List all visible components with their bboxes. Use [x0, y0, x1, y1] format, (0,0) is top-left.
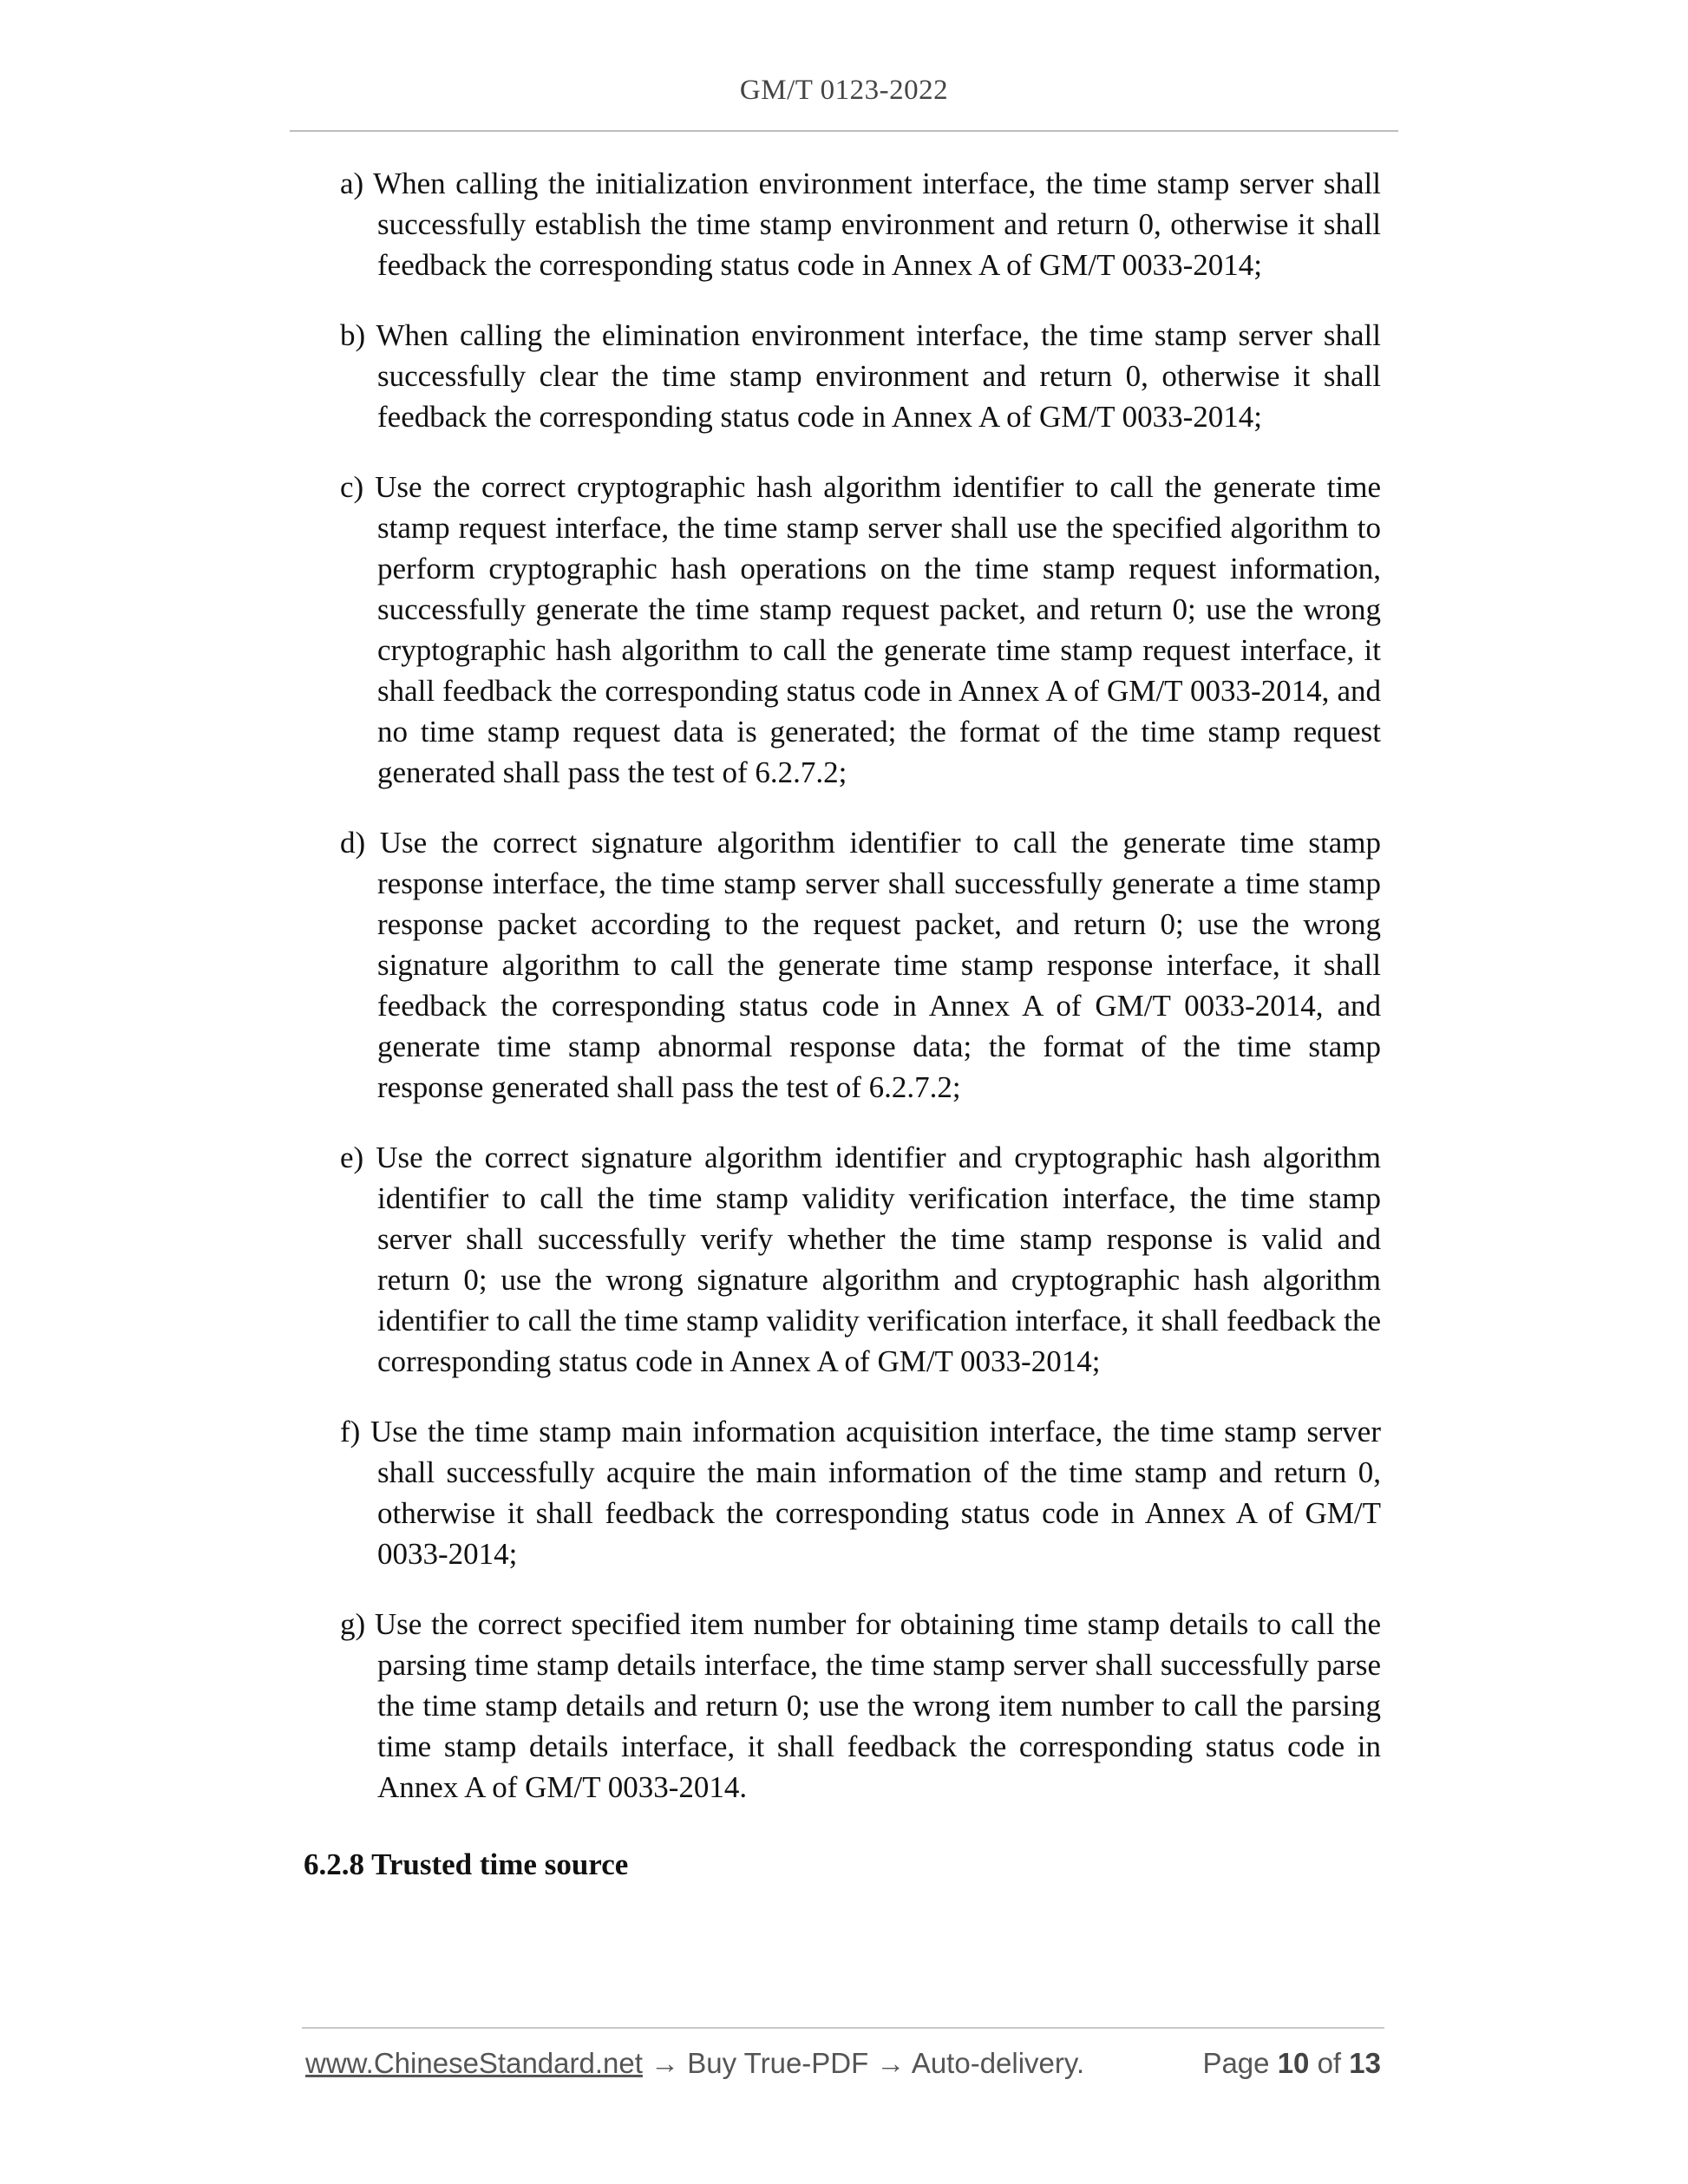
item-label: c): [340, 470, 364, 504]
page-indicator: [1202, 2047, 1381, 2080]
list-item: [340, 163, 1381, 285]
item-text: Use the correct specified item number for obtaining time stamp details to call the parsing time stamp details interface, the time stamp server shall successfully parse the time stamp details and return 0; use the wrong item number to call the parsing time stamp details interface, it shall feedback the corresponding status code in Annex A of GM/T 0033-2014.: [374, 1607, 1382, 1804]
item-label: e): [340, 1141, 364, 1174]
item-text: Use the correct signature algorithm identifier to call the generate time stamp response interface, the time stamp server shall successfully generate a time stamp response packet according to the request packet, and return 0; use the wrong signature algorithm to call the generate time stamp response interface, it shall feedback the corresponding status code in Annex A of GM/T 0033-2014, and generate time stamp abnormal response data; the format of the time stamp response generated shall pass the test of 6.2.7.2;: [377, 826, 1381, 1104]
item-text: When calling the initialization environment interface, the time stamp server shall successfully establish the time stamp environment and return 0, otherwise it shall feedback the corresponding status code in Annex A of GM/T 0033-2014;: [373, 167, 1381, 282]
item-label: d): [340, 826, 366, 860]
item-text: Use the correct cryptographic hash algorithm identifier to call the generate time stamp request interface, the time stamp server shall use the specified algorithm to perform cryptographic hash operations on the time stamp request information, successfully generate the time stamp request packet, and return 0; use the wrong cryptographic hash algorithm to call the generate time stamp request interface, it shall feedback the corresponding status code in Annex A of GM/T 0033-2014, and no time stamp request data is generated; the format of the time stamp request generated shall pass the test of 6.2.7.2;: [375, 470, 1382, 789]
section-heading: 6.2.8 Trusted time source: [304, 1847, 629, 1881]
list-item: [340, 315, 1381, 437]
page-footer: [305, 2047, 1381, 2090]
item-label: a): [340, 167, 364, 200]
document-id-header: GM/T 0123-2022: [739, 75, 949, 106]
footer-promo: [305, 2047, 1084, 2080]
item-label: g): [340, 1607, 366, 1641]
header-divider: [290, 130, 1398, 132]
requirements-list: [340, 163, 1381, 1837]
item-text: Use the time stamp main information acquisition interface, the time stamp server shall successfully acquire the main information of the time stamp and return 0, otherwise it shall feedback the corresponding status code in Annex A of GM/T 0033-2014;: [370, 1415, 1382, 1571]
item-text: When calling the elimination environment interface, the time stamp server shall successfully clear the time stamp environment and return 0, otherwise it shall feedback the corresponding status code in Annex A of GM/T 0033-2014;: [376, 318, 1382, 434]
page-word: Page: [1202, 2047, 1270, 2079]
list-item: [340, 1411, 1381, 1574]
page-total: 13: [1349, 2047, 1381, 2079]
site-link[interactable]: www.ChineseStandard.net: [305, 2047, 643, 2079]
promo-text: → Buy True-PDF → Auto-delivery.: [642, 2047, 1085, 2079]
item-text: Use the correct signature algorithm identifier and cryptographic hash algorithm identifier to call the time stamp validity verification interface, the time stamp server shall successfully verify whether the time stamp response is valid and return 0; use the wrong signature algorithm and cryptographic hash algorithm identifier to call the time stamp validity verification interface, it shall feedback the corresponding status code in Annex A of GM/T 0033-2014;: [376, 1141, 1382, 1378]
of-word: of: [1317, 2047, 1342, 2079]
item-label: f): [340, 1415, 361, 1448]
item-label: b): [340, 318, 366, 352]
list-item: [340, 822, 1381, 1108]
footer-divider: [302, 2027, 1384, 2029]
list-item: [340, 1137, 1381, 1382]
page-current: 10: [1277, 2047, 1310, 2079]
list-item: [340, 467, 1381, 793]
list-item: [340, 1604, 1381, 1808]
